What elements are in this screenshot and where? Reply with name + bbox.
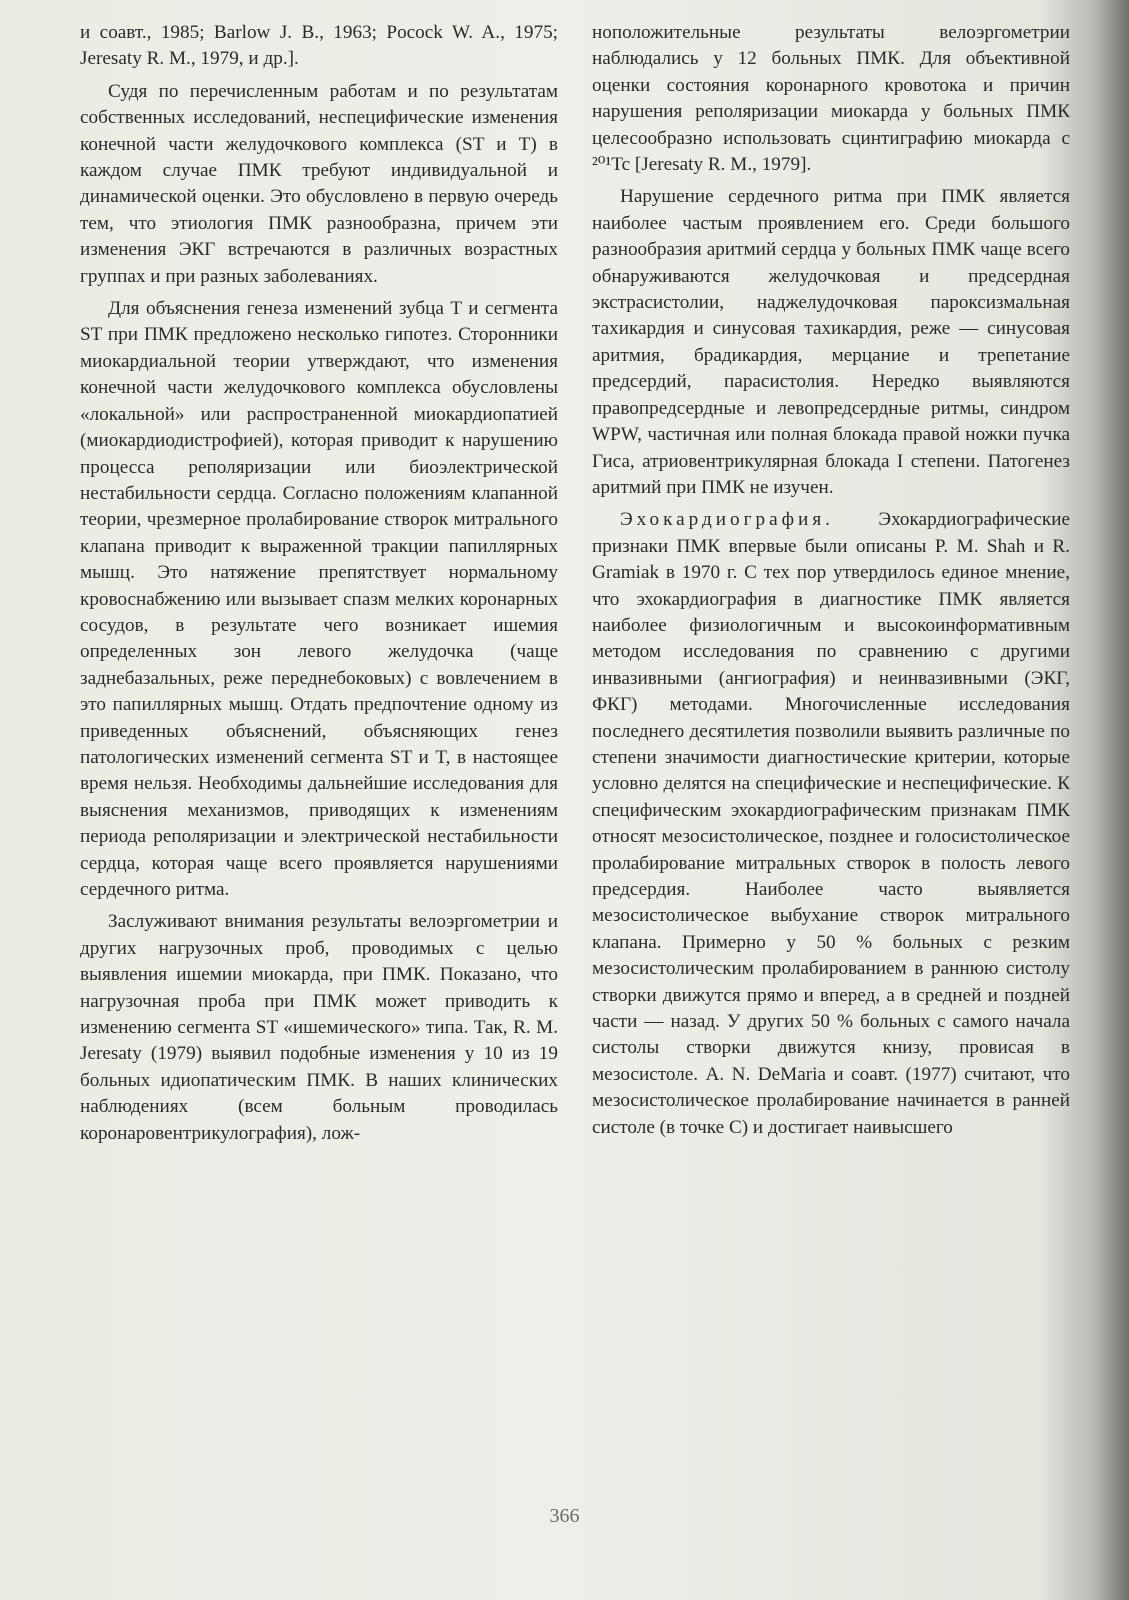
right-paragraph-1: ноположительные результаты велоэргометрии наблюдались у 12 больных ПМК. Для объективной оценки состояния коронарного кровотока и причин нарушения реполяризации миокарда у больных ПМК целесообразно использовать сцинтиграфию миокарда с ²⁰¹Tc [Jeresaty R. M., 1979]. bbox=[592, 22, 1070, 176]
left-paragraph-4: Заслуживают внимания результаты велоэргометрии и других нагрузочных проб, проводимых с целью выявления ишемии миокарда, при ПМК. Показано, что нагрузочная проба при ПМК может приводить к изменению сегмента ST «ишемического» типа. Так, R. M. Jeresaty (1979) выявил подобные изменения у 10 из 19 больных идиопатическим ПМК. В наших клинических наблюдениях (всем больным проводилась коронаровентрикулография), лож- bbox=[80, 911, 558, 1144]
right-paragraph-2: Нарушение сердечного ритма при ПМК является наиболее частым проявлением его. Среди большого разнообразия аритмий сердца у больных ПМК чаще всего обнаруживаются желудочковая и предсердная экстрасистолии, наджелудочковая пароксизмальная тахикардия и синусовая тахикардия, реже — синусовая аритмия, брадикардия, мерцание и трепетание предсердий, парасистолия. Нередко выявляются правопредсердные и левопредсердные ритмы, синдром WPW, частичная или полная блокада правой ножки пучка Гиса, атриовентрикулярная блокада I степени. Патогенез аритмий при ПМК не изучен. bbox=[592, 186, 1070, 498]
right-paragraph-3-body: Эхокардиографические признаки ПМК впервые были описаны P. M. Shah и R. Gramiak в 1970 г. С тех пор утвердилось единое мнение, что эхокардиография в диагностике ПМК является наиболее физиологичным и высокоинформативным методом исследования по сравнению с другими инвазивными (ангиография) и неинвазивными (ЭКГ, ФКГ) методами. Многочисленные исследования последнего десятилетия позволили выявить различные по степени значимости диагностические критерии, которые условно делятся на специфические и неспецифические. К специфическим эхокардиографическим признакам ПМК относят мезосистолическое, позднее и голосистолическое пролабирование митральных створок в полость левого предсердия. Наиболее часто выявляется мезосистолическое выбухание створок митрального клапана. Примерно у 50 % больных с резким мезосистолическим пролабированием в раннюю систолу створки движутся прямо и вперед, а в средней и поздней части — назад. У других 50 % больных с самого начала систолы створки движутся книзу, провисая в мезосистоле. A. N. DeMaria и соавт. (1977) считают, что мезосистолическое пролабирование начинается в ранней систоле (в точке C) и достигает наивысшего bbox=[592, 509, 1070, 1138]
right-column bbox=[592, 20, 1070, 1141]
left-paragraph-2: Судя по перечисленным работам и по результатам собственных исследований, неспецифические изменения конечной части желудочкового комплекса (ST и T) в каждом случае ПМК требуют индивидуальной и динамической оценки. Это обусловлено в первую очередь тем, что этиология ПМК разнообразна, причем эти изменения ЭКГ встречаются в различных возрастных группах и при разных заболеваниях. bbox=[80, 80, 558, 287]
section-heading-echocardiography: Эхокардиография. bbox=[620, 509, 834, 531]
left-column bbox=[80, 20, 558, 1147]
page-number: 366 bbox=[549, 1505, 580, 1527]
right-paragraph-3 bbox=[592, 507, 1070, 1141]
left-paragraph-3: Для объяснения генеза изменений зубца T и сегмента ST при ПМК предложено несколько гипотез. Сторонники миокардиальной теории утверждают, что изменения конечной части желудочкового комплекса обусловлены «локальной» или распространенной миокардиопатией (миокардиодистрофией), которая приводит к нарушению процесса реполяризации или биоэлектрической нестабильности сердца. Согласно положениям клапанной теории, чрезмерное пролабирование створок митрального клапана приводит к выраженной тракции папиллярных мышц. Это натяжение препятствует нормальному кровоснабжению или вызывает спазм мелких коронарных сосудов, в результате чего возникает ишемия определенных зон левого желудочка (чаще заднебазальных, реже переднебоковых) с вовлечением в это папиллярных мышц. Отдать предпочтение одному из приведенных объяснений, объясняющих генез патологических изменений сегмента ST и T, в настоящее время нельзя. Необходимы дальнейшие исследования для выяснения механизмов, приводящих к изменениям периода реполяризации и электрической нестабильности сердца, которая чаще всего проявляется нарушениями сердечного ритма. bbox=[80, 298, 558, 900]
left-paragraph-1: и соавт., 1985; Barlow J. B., 1963; Pocock W. A., 1975; Jeresaty R. M., 1979, и др.]. bbox=[80, 22, 558, 70]
